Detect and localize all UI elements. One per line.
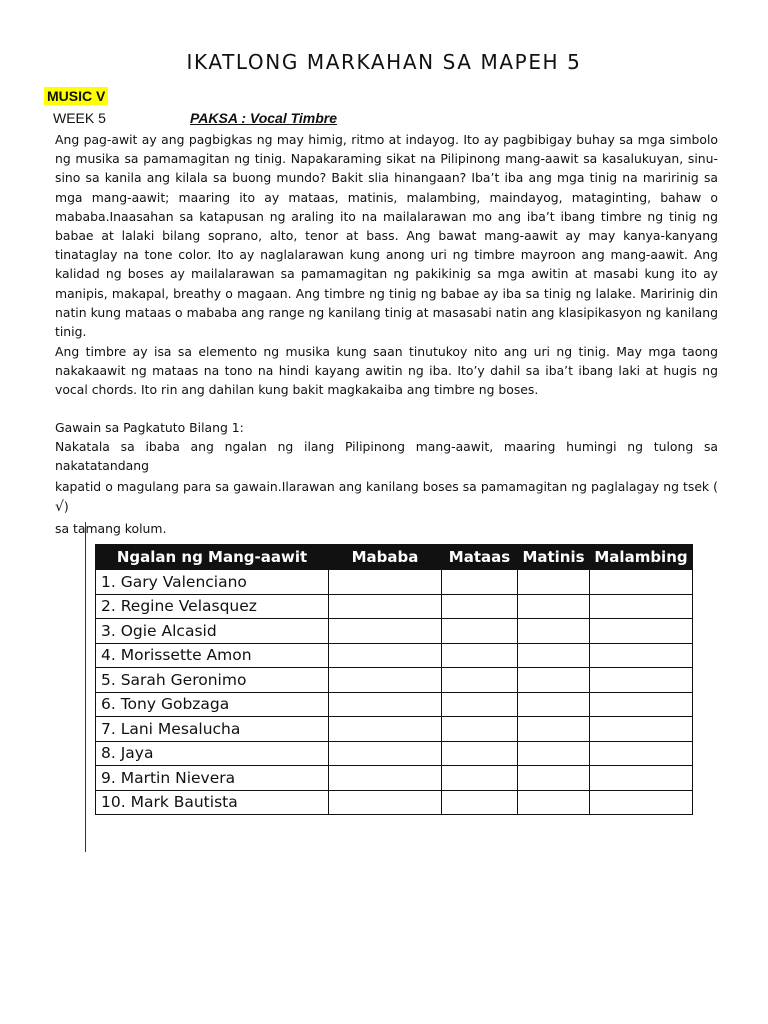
- check-cell[interactable]: [590, 741, 693, 766]
- check-cell[interactable]: [329, 717, 442, 742]
- instruction-line-2-text: kapatid o magulang para sa gawain.Ilarawan ang kanilang boses sa pamamagitan ng paglalagay ng tsek (: [55, 479, 718, 495]
- check-cell[interactable]: [518, 790, 590, 815]
- check-cell[interactable]: [329, 790, 442, 815]
- intro-paragraph: Ang pag-awit ay ang pagbigkas ng may himig, ritmo at indayog. Ito ay pagbibigay buhay sa mga simbolo ng musika sa pamamagitan ng tinig. Napakaraming sikat na Pilipinong mang-aawit sa kasalukuyan, sinu-sino sa kanila ang kilala sa buong mundo? Bakit slia hinangaan? Iba’t iba ang mga tinig na maririnig sa mga mang-aawit; maaring ito ay mataas, matinis, malambing, maindayog, mataginting, bahaw o mababa.Inaasahan sa katapusan ng araling ito na mailalarawan mo ang iba’t ibang timbre ng tinig ng babae at lalaki bilang soprano, alto, tenor at bass. Ang bawat mang-aawit ay may kanya-kanyang tinataglay na tone color. Ito ay naglalarawan kung anong uri ng timbre mayroon ang mang-aawit. Ang kalidad ng boses ay mailalarawan sa pamamagitan ng pakikinig sa mga awitin at masabi kung ito ay manipis, makapal, breathy o magaan. Ang timbre ng tinig ng babae ay iba sa tinig ng lalake. Maririnig din natin kung mataas o mababa ang range ng kanilang tinig at masasabi natin ang klasipikasyon ng kanilang tinig.: [55, 132, 718, 340]
- check-cell[interactable]: [442, 594, 518, 619]
- check-cell[interactable]: [329, 619, 442, 644]
- singer-name-cell: 6. Tony Gobzaga: [96, 692, 329, 717]
- week-label: WEEK 5: [53, 110, 106, 126]
- check-cell[interactable]: [518, 570, 590, 595]
- check-cell[interactable]: [590, 790, 693, 815]
- singer-name-cell: 10. Mark Bautista: [96, 790, 329, 815]
- singer-name-cell: 2. Regine Velasquez: [96, 594, 329, 619]
- table-row: [96, 692, 693, 717]
- check-cell[interactable]: [518, 766, 590, 791]
- singers-table: [95, 544, 693, 815]
- check-cell[interactable]: [442, 570, 518, 595]
- singer-name-cell: 1. Gary Valenciano: [96, 570, 329, 595]
- singer-name-cell: 8. Jaya: [96, 741, 329, 766]
- check-cell[interactable]: [518, 741, 590, 766]
- check-cell[interactable]: [518, 643, 590, 668]
- singer-name-cell: 5. Sarah Geronimo: [96, 668, 329, 693]
- check-cell[interactable]: [329, 766, 442, 791]
- check-cell[interactable]: [590, 570, 693, 595]
- check-cell[interactable]: [442, 766, 518, 791]
- table-row: [96, 619, 693, 644]
- check-cell[interactable]: [442, 692, 518, 717]
- margin-line: [85, 522, 86, 852]
- instruction-line-3: sa tamang kolum.: [55, 520, 167, 536]
- check-cell[interactable]: [590, 668, 693, 693]
- timbre-paragraph: Ang timbre ay isa sa elemento ng musika kung saan tinutukoy nito ang uri ng tinig. May mga taong nakakaawit ng mataas na tono na hindi kayang awitin ng iba. Ito’y dahil sa iba’t ibang laki at hugis ng vocal chords. Ito rin ang dahilan kung bakit magkakaiba ang timbre ng boses.: [55, 344, 718, 398]
- column-header: Mababa: [329, 545, 442, 570]
- check-cell[interactable]: [590, 643, 693, 668]
- column-header: Malambing: [590, 545, 693, 570]
- check-cell[interactable]: [329, 594, 442, 619]
- check-cell[interactable]: [590, 619, 693, 644]
- check-cell[interactable]: [518, 619, 590, 644]
- check-cell[interactable]: [329, 668, 442, 693]
- instruction-line-1: Nakatala sa ibaba ang ngalan ng ilang Pilipinong mang-aawit, maaring humingi ng tulong sa nakatatandang: [55, 439, 718, 474]
- table-row: [96, 668, 693, 693]
- singer-name-cell: 7. Lani Mesalucha: [96, 717, 329, 742]
- check-mark-icon: √: [55, 498, 64, 515]
- instruction-line-2-close: ): [63, 498, 69, 514]
- check-cell[interactable]: [442, 619, 518, 644]
- check-cell[interactable]: [329, 741, 442, 766]
- check-cell[interactable]: [442, 668, 518, 693]
- singer-name-cell: 3. Ogie Alcasid: [96, 619, 329, 644]
- check-cell[interactable]: [518, 692, 590, 717]
- check-cell[interactable]: [442, 717, 518, 742]
- table-row: [96, 643, 693, 668]
- check-cell[interactable]: [442, 741, 518, 766]
- check-cell[interactable]: [442, 790, 518, 815]
- instruction-line-2: [55, 477, 718, 516]
- activity-title: Gawain sa Pagkatuto Bilang 1:: [55, 420, 244, 435]
- check-cell[interactable]: [329, 692, 442, 717]
- check-cell[interactable]: [329, 643, 442, 668]
- check-cell[interactable]: [590, 692, 693, 717]
- table-row: [96, 570, 693, 595]
- activity-instructions: [55, 437, 718, 538]
- check-cell[interactable]: [590, 766, 693, 791]
- column-header: Mataas: [442, 545, 518, 570]
- table-row: [96, 717, 693, 742]
- column-header: Matinis: [518, 545, 590, 570]
- table-row: [96, 766, 693, 791]
- check-cell[interactable]: [518, 668, 590, 693]
- check-cell[interactable]: [590, 717, 693, 742]
- check-cell[interactable]: [590, 594, 693, 619]
- table-row: [96, 594, 693, 619]
- check-cell[interactable]: [442, 643, 518, 668]
- check-cell[interactable]: [329, 570, 442, 595]
- topic-label: PAKSA : Vocal Timbre: [190, 110, 338, 126]
- table-row: [96, 741, 693, 766]
- singer-name-cell: 9. Martin Nievera: [96, 766, 329, 791]
- check-cell[interactable]: [518, 717, 590, 742]
- table-header-row: [96, 545, 693, 570]
- column-header: Ngalan ng Mang-aawit: [96, 545, 329, 570]
- check-cell[interactable]: [518, 594, 590, 619]
- singer-name-cell: 4. Morissette Amon: [96, 643, 329, 668]
- table-row: [96, 790, 693, 815]
- subject-label: MUSIC V: [44, 87, 108, 105]
- page-title: IKATLONG MARKAHAN SA MAPEH 5: [186, 50, 582, 74]
